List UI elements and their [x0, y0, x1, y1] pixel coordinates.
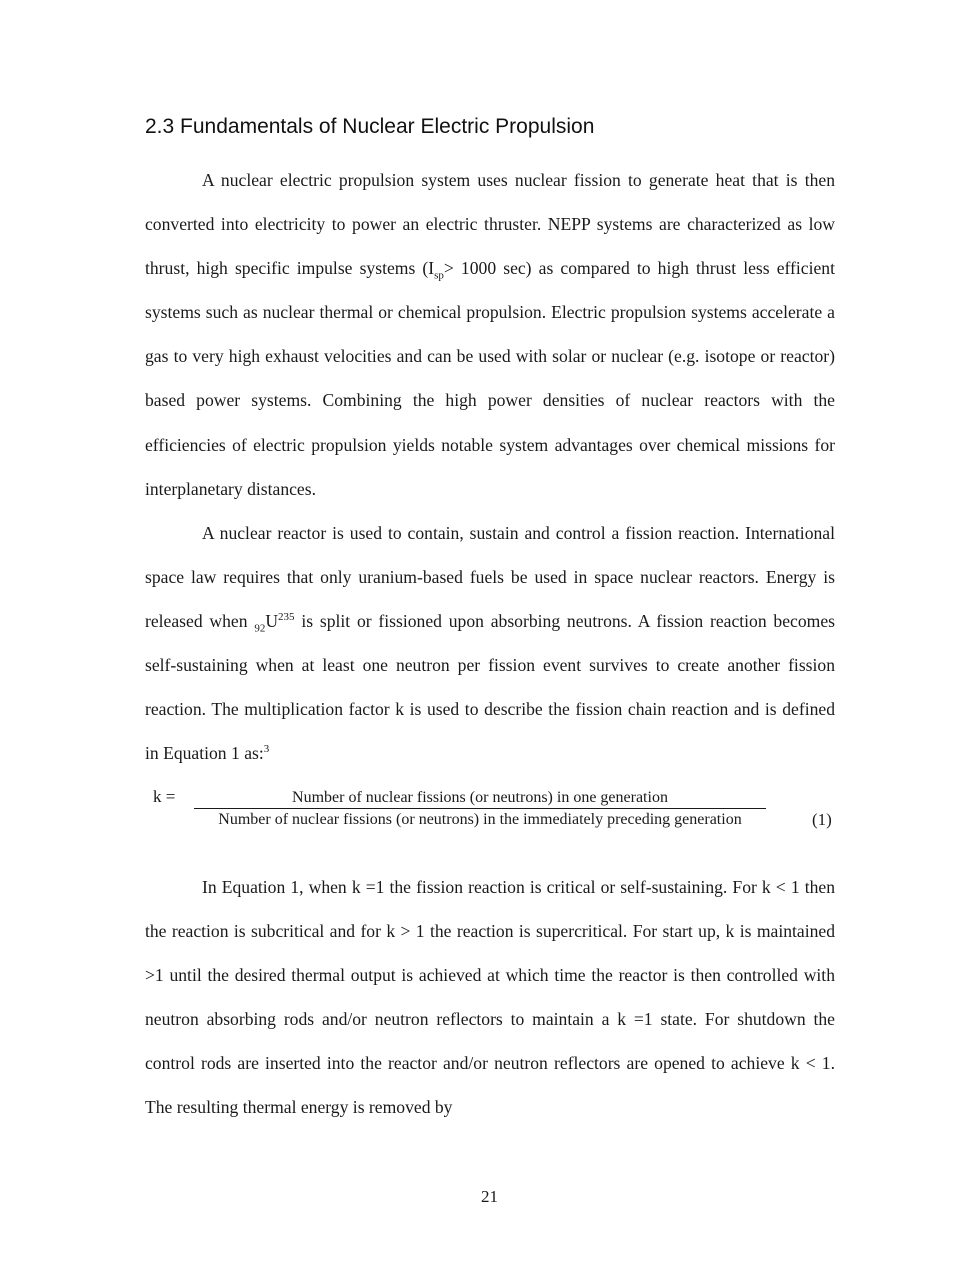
paragraph-text: In Equation 1, when k =1 the fission reaction is critical or self-sustaining. For k < 1 then the reaction is subcritical and for k > 1 the reaction is supercritical. For start up, k is maintained >1 until the desired thermal output is achieved at which time the reactor is then controlled with neutron absorbing rods and/or neutron reflectors to maintain a k =1 state. For shutdown the control rods are inserted into the reactor and/or neutron reflectors are opened to achieve k < 1. The resulting thermal energy is removed by — [145, 877, 835, 1118]
fraction-bar — [194, 808, 766, 809]
isotope-atomic-number: 92 — [254, 622, 266, 635]
isotope-symbol: U — [265, 611, 279, 632]
equation-denominator: Number of nuclear fissions (or neutrons) in the immediately preceding generation — [218, 811, 742, 828]
reference-marker: 3 — [263, 743, 270, 756]
paragraph-text: A nuclear reactor is used to contain, sustain and control a fission reaction. International space law requires that only uranium-based fuels be used in space nuclear reactors. Energy is released when — [145, 523, 835, 632]
page-number: 21 — [481, 1187, 498, 1206]
paragraph-text-cont: > 1000 sec) as compared to high thrust less efficient systems such as nuclear thermal or chemical propulsion. Electric propulsion systems accelerate a gas to very high exhaust velocities and can be used with solar or nuclear (e.g. isotope or reactor) based power systems. Combining the high power densities of nuclear reactors with the efficiencies of electric propulsion yields notable system advantages over chemical missions for interplanetary distances. — [145, 258, 835, 499]
equation-number: (1) — [812, 810, 832, 829]
section-heading: 2.3 Fundamentals of Nuclear Electric Propulsion — [145, 115, 595, 138]
paragraph-text: A nuclear electric propulsion system uses nuclear fission to generate heat that is then converted into electricity to power an electric thruster. NEPP systems are characterized as low thrust, high specific impulse systems (I — [145, 170, 835, 279]
equation-numerator: Number of nuclear fissions (or neutrons) in one generation — [292, 789, 668, 806]
isotope-mass-number: 235 — [278, 611, 295, 624]
paragraph-intro — [145, 158, 835, 511]
equation-fraction — [190, 789, 770, 829]
equation-lhs: k = — [153, 787, 176, 806]
paragraph-text-cont: is split or fissioned upon absorbing neutrons. A fission reaction becomes self-sustaining when at least one neutron per fission event survives to create another fission reaction. The multiplication factor k is used to describe the fission chain reaction and is defined in Equation 1 as: — [145, 611, 835, 764]
isp-subscript: sp — [434, 269, 444, 282]
paragraph-reactor — [145, 511, 835, 776]
paragraph-criticality — [145, 865, 835, 1130]
